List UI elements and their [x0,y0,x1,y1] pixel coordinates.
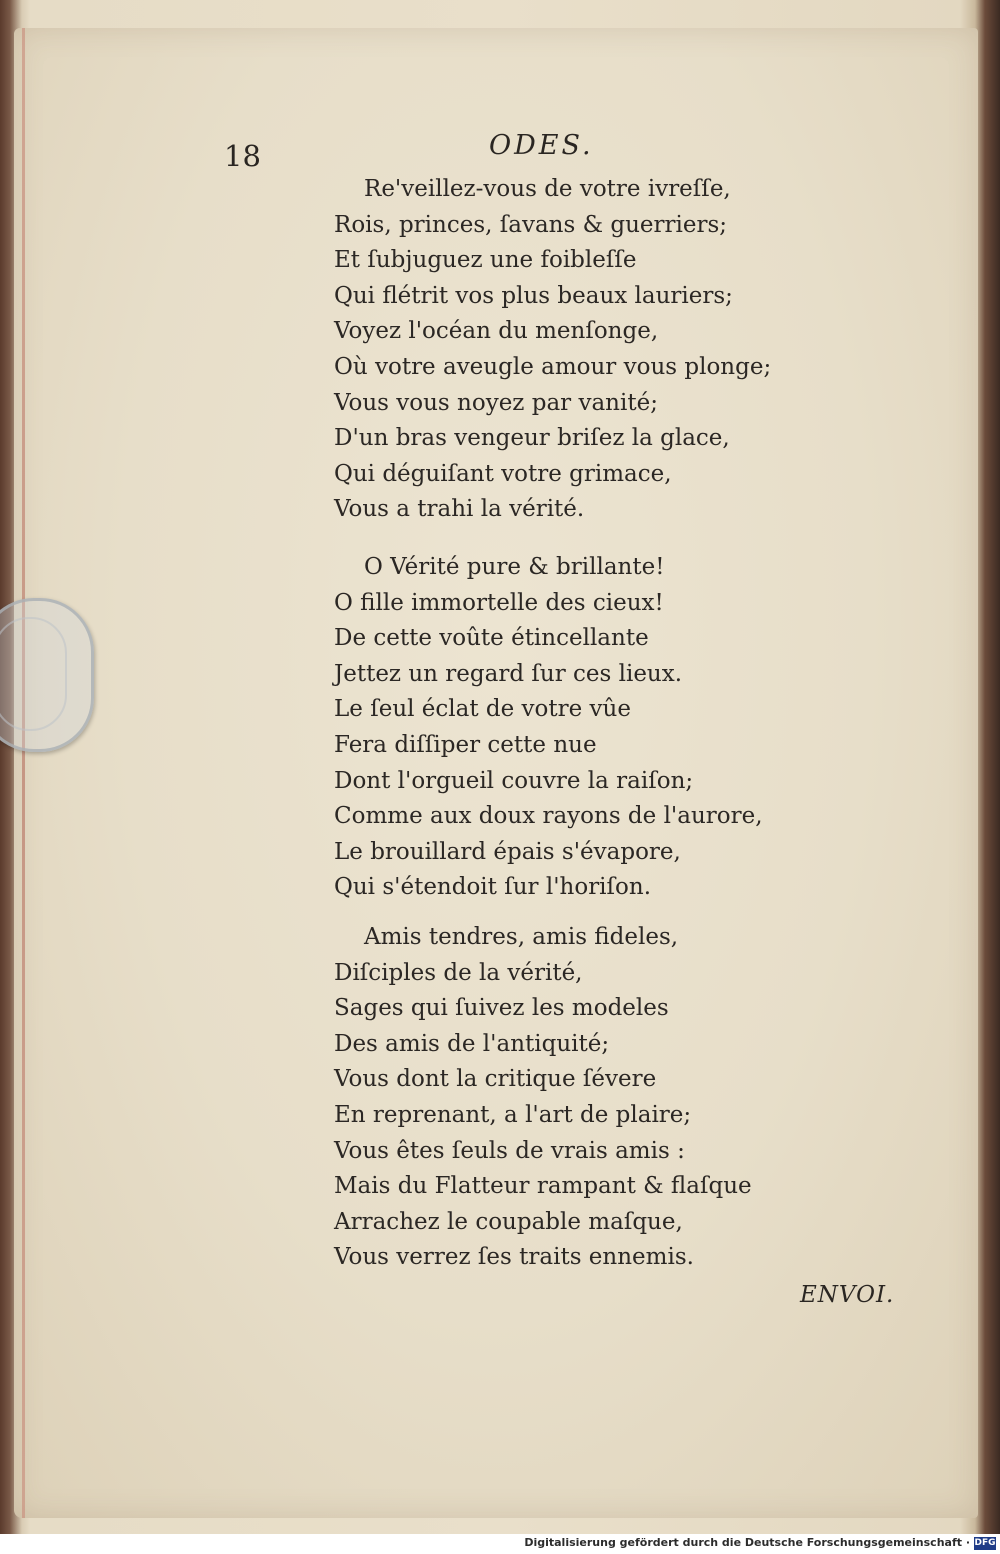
verse-line: Amis tendres, amis fideles, [364,924,679,950]
verse-line: Le brouillard épais s'évapore, [334,838,681,865]
verse-line: O Vérité pure & brillante! [364,554,665,580]
verse-line: Dont l'orgueil couvre la raiſon; [334,767,694,794]
verse-line: De cette voûte étincellante [334,625,649,652]
verse-line: Vous verrez ſes traits ennemis. [334,1244,694,1271]
stanza-3 [334,920,854,1276]
verse-line: Jettez un regard ſur ces lieux. [334,660,683,687]
verse-line: En reprenant, a l'art de plaire; [334,1101,692,1128]
running-head: ODES. [489,130,594,161]
verse-line: Le ſeul éclat de votre vûe [334,696,631,723]
stanza-1 [334,172,854,528]
verse-line: Fera diſſiper cette nue [334,731,597,758]
verse-line: Vous dont la critique ſévere [334,1066,657,1093]
verse-line: Et ſubjuguez une foibleſſe [334,247,637,274]
verse-line: Voyez l'océan du menſonge, [334,318,659,345]
verse-line: Vous êtes ſeuls de vrais amis : [334,1137,685,1164]
dfg-logo-icon: DFG [974,1538,996,1548]
paper-clip-icon [0,598,94,752]
verse-line: Diſciples de la vérité, [334,959,583,986]
verse-line: Comme aux doux rayons de l'aurore, [334,803,763,830]
page-edge-rule [22,28,25,1518]
verse-line: Qui flétrit vos plus beaux lauriers; [334,282,733,309]
digitization-credit: Digitalisierung gefördert durch die Deutsche Forschungsgemeinschaft · [524,1536,970,1549]
verse-line: Mais du Flatteur rampant & flaſque [334,1173,752,1200]
verse-line: Des amis de l'antiquité; [334,1030,610,1057]
verse-line: Qui s'étendoit ſur l'horiſon. [334,874,652,901]
verse-line: Où votre aveugle amour vous plonge; [334,353,772,380]
verse-line: Sages qui ſuivez les modeles [334,995,669,1022]
verse-line: Vous a trahi la vérité. [334,496,585,523]
stanza-2 [334,550,854,906]
verse-line: Re'veillez-vous de votre ivreſſe, [364,176,731,202]
page-number: 18 [224,139,261,173]
verse-line: Arrachez le coupable maſque, [334,1208,683,1235]
verse-line: Rois, princes, ſavans & guerriers; [334,211,728,238]
verse-line: O fille immortelle des cieux! [334,589,664,616]
verse-line: D'un bras vengeur briſez la glace, [334,425,730,452]
verse-line: Vous vous noyez par vanité; [334,389,658,416]
verse-line: Qui déguiſant votre grimace, [334,460,672,487]
catchword: ENVOI. [800,1282,895,1308]
paper-clip-inner-loop [0,617,67,731]
